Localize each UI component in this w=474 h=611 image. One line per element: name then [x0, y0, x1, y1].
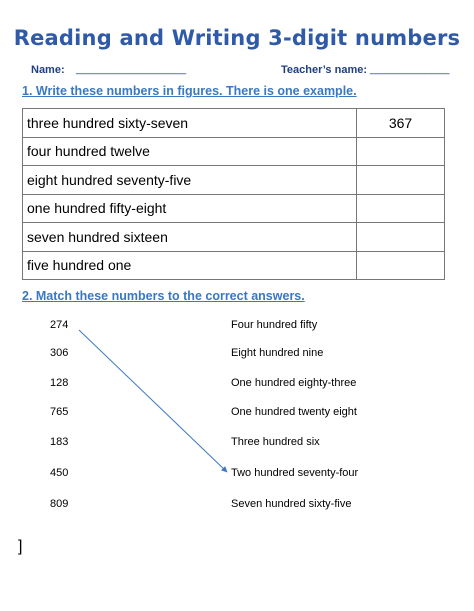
question-2-heading: 2. Match these numbers to the correct answers.: [22, 289, 305, 303]
worksheet-title: Reading and Writing 3-digit numbers: [13, 26, 461, 50]
question-1-heading: 1. Write these numbers in figures. There is one example.: [22, 84, 357, 98]
match-answer[interactable]: Eight hundred nine: [231, 347, 324, 359]
match-number[interactable]: 765: [50, 406, 69, 418]
number-words: eight hundred seventy-five: [23, 166, 357, 195]
number-words: seven hundred sixteen: [23, 223, 357, 252]
teacher-name-field[interactable]: _____________: [370, 63, 450, 75]
match-answer[interactable]: Three hundred six: [231, 436, 320, 448]
match-answer[interactable]: Two hundred seventy-four: [231, 467, 359, 479]
match-number[interactable]: 183: [50, 436, 69, 448]
match-number[interactable]: 809: [50, 498, 69, 510]
match-number[interactable]: 128: [50, 377, 69, 389]
match-number[interactable]: 306: [50, 347, 69, 359]
number-words: three hundred sixty-seven: [23, 109, 357, 138]
answer-cell[interactable]: 367: [357, 109, 445, 138]
match-answer[interactable]: Four hundred fifty: [231, 319, 318, 331]
number-words: one hundred fifty-eight: [23, 194, 357, 223]
number-words: four hundred twelve: [23, 137, 357, 166]
match-number[interactable]: 450: [50, 467, 69, 479]
name-label: Name:: [31, 64, 65, 76]
match-answer[interactable]: Seven hundred sixty-five: [231, 498, 352, 510]
match-answer[interactable]: One hundred eighty-three: [231, 377, 357, 389]
name-field[interactable]: __________________: [76, 63, 187, 75]
stray-bracket: ]: [18, 538, 23, 555]
example-match-arrow: [79, 330, 227, 472]
number-words: five hundred one: [23, 251, 357, 280]
match-answer[interactable]: One hundred twenty eight: [231, 406, 357, 418]
teacher-name-label: Teacher’s name:: [281, 64, 368, 76]
match-number[interactable]: 274: [50, 319, 69, 331]
